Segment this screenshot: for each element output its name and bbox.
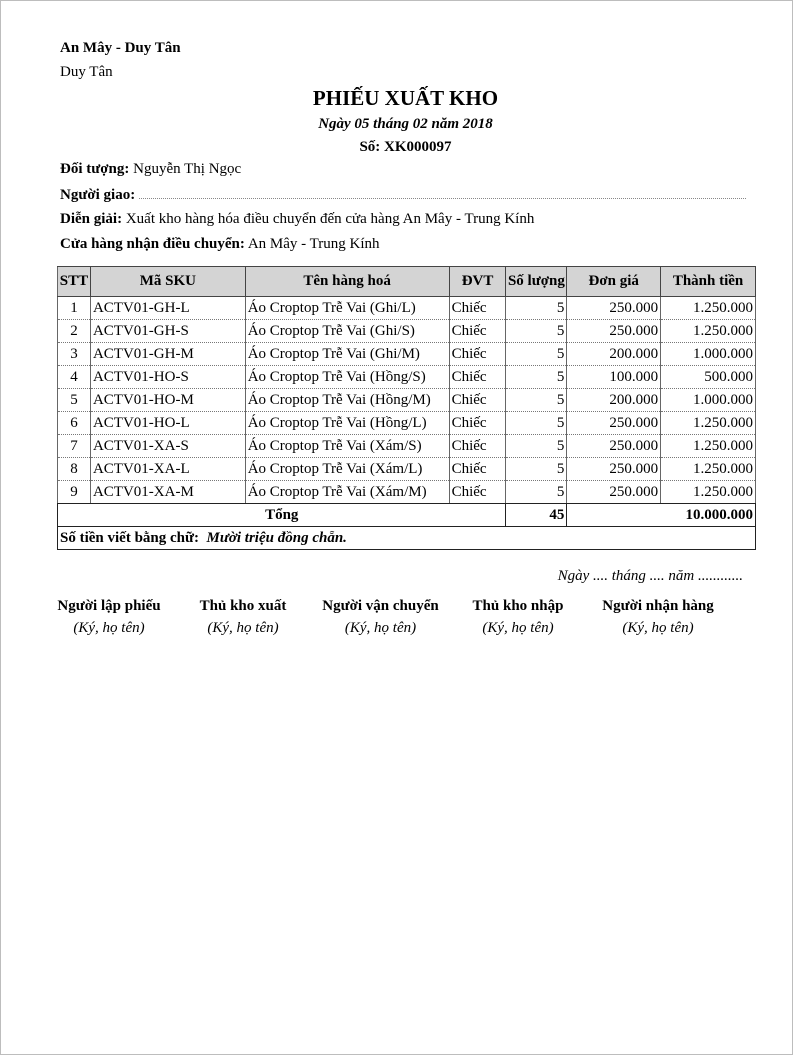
row-unit-price: 200.000 bbox=[567, 389, 661, 412]
row-amount: 1.250.000 bbox=[661, 297, 756, 320]
recipient-value: Nguyễn Thị Ngọc bbox=[133, 161, 242, 177]
deliverer-dotted-line bbox=[139, 186, 746, 199]
row-stt: 6 bbox=[58, 412, 91, 435]
row-product-name: Áo Croptop Trễ Vai (Xám/S) bbox=[245, 435, 449, 458]
table-header-row bbox=[58, 267, 756, 297]
table-row bbox=[58, 343, 756, 366]
row-quantity: 5 bbox=[506, 366, 567, 389]
header-sku: Mã SKU bbox=[90, 267, 245, 297]
row-unit: Chiếc bbox=[449, 389, 506, 412]
header-unit-price: Đơn giá bbox=[567, 267, 661, 297]
row-quantity: 5 bbox=[506, 458, 567, 481]
row-unit: Chiếc bbox=[449, 481, 506, 504]
table-row bbox=[58, 297, 756, 320]
row-sku: ACTV01-XA-S bbox=[90, 435, 245, 458]
row-quantity: 5 bbox=[506, 481, 567, 504]
row-unit: Chiếc bbox=[449, 297, 506, 320]
row-sku: ACTV01-GH-L bbox=[90, 297, 245, 320]
row-quantity: 5 bbox=[506, 389, 567, 412]
table-row bbox=[58, 366, 756, 389]
header-quantity: Số lượng bbox=[506, 267, 567, 297]
row-product-name: Áo Croptop Trễ Vai (Ghi/L) bbox=[245, 297, 449, 320]
row-quantity: 5 bbox=[506, 435, 567, 458]
row-amount: 1.000.000 bbox=[661, 343, 756, 366]
description-value: Xuất kho hàng hóa điều chuyển đến cửa hàng An Mây - Trung Kính bbox=[125, 211, 535, 227]
deliverer-field bbox=[60, 186, 746, 204]
row-unit-price: 250.000 bbox=[567, 320, 661, 343]
row-stt: 7 bbox=[58, 435, 91, 458]
row-product-name: Áo Croptop Trễ Vai (Xám/L) bbox=[245, 458, 449, 481]
document-date: Ngày 05 tháng 02 năm 2018 bbox=[318, 116, 493, 132]
row-sku: ACTV01-HO-S bbox=[90, 366, 245, 389]
amount-in-words-value: Mười triệu đồng chẵn. bbox=[206, 529, 347, 546]
header-product-name: Tên hàng hoá bbox=[245, 267, 449, 297]
row-product-name: Áo Croptop Trễ Vai (Hồng/S) bbox=[245, 366, 449, 389]
table-row bbox=[58, 389, 756, 412]
row-unit: Chiếc bbox=[449, 412, 506, 435]
signature-transporter: Người vận chuyển (Ký, họ tên) bbox=[322, 598, 439, 636]
row-amount: 1.250.000 bbox=[661, 435, 756, 458]
row-sku: ACTV01-HO-M bbox=[90, 389, 245, 412]
row-product-name: Áo Croptop Trễ Vai (Ghi/S) bbox=[245, 320, 449, 343]
row-unit: Chiếc bbox=[449, 458, 506, 481]
branch-name: Duy Tân bbox=[60, 64, 113, 80]
row-sku: ACTV01-GH-M bbox=[90, 343, 245, 366]
row-amount: 1.250.000 bbox=[661, 412, 756, 435]
row-stt: 8 bbox=[58, 458, 91, 481]
row-product-name: Áo Croptop Trễ Vai (Hồng/L) bbox=[245, 412, 449, 435]
row-amount: 1.250.000 bbox=[661, 481, 756, 504]
row-unit-price: 250.000 bbox=[567, 412, 661, 435]
row-unit-price: 100.000 bbox=[567, 366, 661, 389]
table-row bbox=[58, 412, 756, 435]
signature-receiver: Người nhận hàng (Ký, họ tên) bbox=[602, 598, 714, 636]
row-unit: Chiếc bbox=[449, 343, 506, 366]
table-row bbox=[58, 458, 756, 481]
row-stt: 5 bbox=[58, 389, 91, 412]
row-sku: ACTV01-GH-S bbox=[90, 320, 245, 343]
row-unit-price: 200.000 bbox=[567, 343, 661, 366]
row-unit-price: 250.000 bbox=[567, 297, 661, 320]
deliverer-label: Người giao: bbox=[60, 187, 136, 203]
signatures-section bbox=[50, 598, 770, 637]
total-quantity: 45 bbox=[506, 504, 567, 527]
store-label: Cửa hàng nhận điều chuyển: bbox=[60, 236, 245, 252]
total-amount: 10.000.000 bbox=[567, 504, 756, 527]
amount-in-words-row bbox=[58, 527, 756, 550]
store-value: An Mây - Trung Kính bbox=[247, 236, 380, 252]
row-stt: 9 bbox=[58, 481, 91, 504]
document-title: PHIẾU XUẤT KHO bbox=[312, 86, 499, 110]
row-stt: 3 bbox=[58, 343, 91, 366]
document-number: Số: XK000097 bbox=[359, 139, 452, 155]
row-product-name: Áo Croptop Trễ Vai (Xám/M) bbox=[245, 481, 449, 504]
signature-date-line: Ngày .... tháng .... năm ............ bbox=[557, 568, 743, 584]
row-stt: 2 bbox=[58, 320, 91, 343]
row-quantity: 5 bbox=[506, 412, 567, 435]
items-table bbox=[57, 266, 756, 550]
row-unit-price: 250.000 bbox=[567, 481, 661, 504]
signature-outgoing-storekeeper: Thủ kho xuất (Ký, họ tên) bbox=[199, 598, 287, 636]
row-amount: 1.250.000 bbox=[661, 320, 756, 343]
signature-preparer: Người lập phiếu (Ký, họ tên) bbox=[57, 598, 161, 636]
amount-in-words-label: Số tiền viết bằng chữ: bbox=[60, 529, 200, 546]
header-unit: ĐVT bbox=[449, 267, 506, 297]
row-stt: 1 bbox=[58, 297, 91, 320]
table-row bbox=[58, 481, 756, 504]
row-amount: 500.000 bbox=[661, 366, 756, 389]
row-sku: ACTV01-HO-L bbox=[90, 412, 245, 435]
recipient-field bbox=[60, 161, 241, 178]
row-unit: Chiếc bbox=[449, 366, 506, 389]
header-amount: Thành tiền bbox=[661, 267, 756, 297]
header-stt: STT bbox=[58, 267, 91, 297]
row-unit-price: 250.000 bbox=[567, 435, 661, 458]
recipient-label: Đối tượng: bbox=[60, 161, 130, 177]
description-field bbox=[60, 211, 534, 228]
total-label: Tổng bbox=[58, 504, 506, 527]
row-unit-price: 250.000 bbox=[567, 458, 661, 481]
company-name: An Mây - Duy Tân bbox=[60, 40, 181, 56]
signature-incoming-storekeeper: Thủ kho nhập (Ký, họ tên) bbox=[472, 598, 564, 636]
store-field bbox=[60, 236, 380, 253]
row-amount: 1.250.000 bbox=[661, 458, 756, 481]
row-unit: Chiếc bbox=[449, 435, 506, 458]
row-product-name: Áo Croptop Trễ Vai (Hồng/M) bbox=[245, 389, 449, 412]
table-row bbox=[58, 320, 756, 343]
total-row bbox=[58, 504, 756, 527]
row-product-name: Áo Croptop Trễ Vai (Ghi/M) bbox=[245, 343, 449, 366]
row-quantity: 5 bbox=[506, 297, 567, 320]
row-amount: 1.000.000 bbox=[661, 389, 756, 412]
description-label: Diễn giải: bbox=[60, 211, 123, 227]
row-unit: Chiếc bbox=[449, 320, 506, 343]
row-sku: ACTV01-XA-L bbox=[90, 458, 245, 481]
row-quantity: 5 bbox=[506, 320, 567, 343]
table-row bbox=[58, 435, 756, 458]
row-sku: ACTV01-XA-M bbox=[90, 481, 245, 504]
row-quantity: 5 bbox=[506, 343, 567, 366]
row-stt: 4 bbox=[58, 366, 91, 389]
